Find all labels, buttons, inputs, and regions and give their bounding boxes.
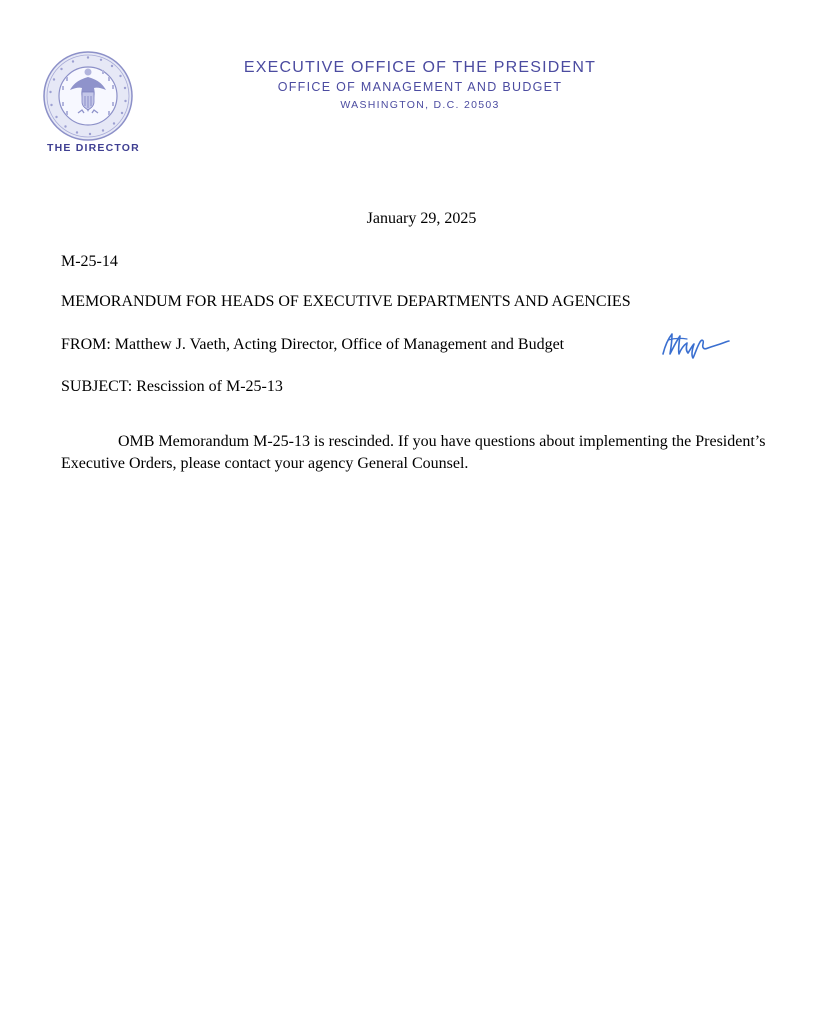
- executive-office-title: EXECUTIVE OFFICE OF THE PRESIDENT: [243, 59, 597, 76]
- letterhead: [0, 0, 829, 170]
- memo-from: FROM: Matthew J. Vaeth, Acting Director, Office of Management and Budget: [61, 336, 565, 353]
- memo-subject: SUBJECT: Rescission of M-25-13: [61, 378, 283, 395]
- seal-of-the-president-icon: [42, 50, 134, 142]
- memo-recipients: MEMORANDUM FOR HEADS OF EXECUTIVE DEPARTMENTS AND AGENCIES: [61, 293, 631, 310]
- director-label: THE DIRECTOR: [47, 142, 140, 154]
- office-address-block: [220, 58, 620, 114]
- memo-number: M-25-14: [61, 253, 118, 270]
- office-address: WASHINGTON, D.C. 20503: [340, 99, 500, 111]
- omb-title: OFFICE OF MANAGEMENT AND BUDGET: [277, 80, 563, 94]
- memo-body: OMB Memorandum M-25-13 is rescinded. If you have questions about implementing the President’s Executive Orders, please contact your agency General Counsel.: [61, 433, 766, 472]
- handwritten-signature-icon: [657, 326, 733, 360]
- memo-date: January 29, 2025: [366, 210, 477, 227]
